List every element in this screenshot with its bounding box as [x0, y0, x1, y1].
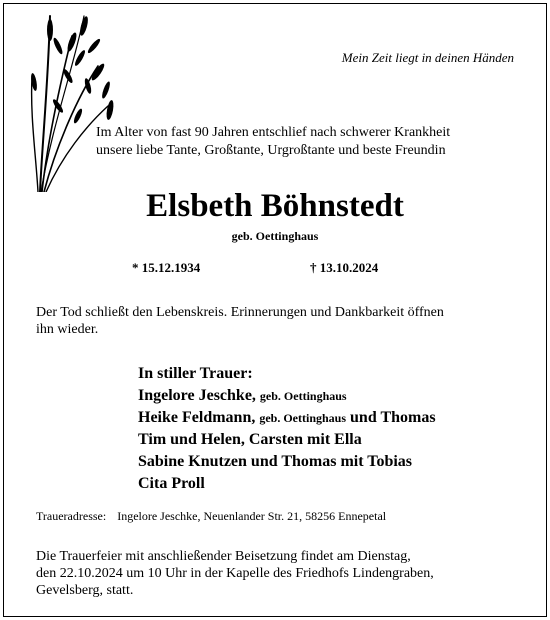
mourner-line-2 — [138, 407, 436, 429]
birth-date: * 15.12.1934 — [132, 260, 201, 275]
mourner-line-5: Cita Proll — [138, 475, 205, 492]
mourners-list — [138, 363, 436, 495]
address-label: Traueradresse: — [36, 509, 107, 523]
mourner-name: Ingelore Jeschke, — [138, 387, 256, 404]
mourner-line-3: Tim und Helen, Carsten mit Ella — [138, 431, 362, 448]
mourner-name: Heike Feldmann, — [138, 409, 256, 426]
intro-line-1: Im Alter von fast 90 Jahren entschlief nach schwerer Krankheit — [96, 125, 451, 140]
address-value: Ingelore Jeschke, Neuenlander Str. 21, 58256 Ennepetal — [117, 509, 387, 523]
mourning-address — [36, 509, 386, 524]
intro-line-2: unsere liebe Tante, Großtante, Urgroßtante und beste Freundin — [96, 143, 446, 158]
maiden-name: geb. Oettinghaus — [231, 229, 319, 243]
mourner-note: geb. Oettinghaus — [259, 411, 347, 425]
quote-line-2: ihn wieder. — [36, 322, 99, 337]
quote-text — [36, 304, 516, 338]
deceased-name: Elsbeth Böhnstedt — [146, 188, 404, 224]
mourner-rest: und Thomas — [350, 409, 436, 426]
quote-line-1: Der Tod schließt den Lebenskreis. Erinnerungen und Dankbarkeit öffnen — [36, 305, 444, 320]
mourner-line-4: Sabine Knutzen und Thomas mit Tobias — [138, 453, 413, 470]
service-line-2: den 22.10.2024 um 10 Uhr in der Kapelle des Friedhofs Lindengraben, — [36, 566, 434, 581]
mourners-heading: In stiller Trauer: — [138, 365, 253, 382]
grass-illustration — [28, 6, 118, 192]
service-line-3: Gevelsberg, statt. — [36, 583, 134, 598]
motto-text: Mein Zeit liegt in deinen Händen — [341, 50, 514, 65]
mourner-note: geb. Oettinghaus — [259, 389, 347, 403]
funeral-service-info — [36, 548, 526, 599]
mourner-line-1 — [138, 385, 436, 407]
intro-text — [96, 124, 526, 160]
death-date: † 13.10.2024 — [310, 260, 379, 275]
service-line-1: Die Trauerfeier mit anschließender Beisetzung findet am Dienstag, — [36, 549, 411, 564]
